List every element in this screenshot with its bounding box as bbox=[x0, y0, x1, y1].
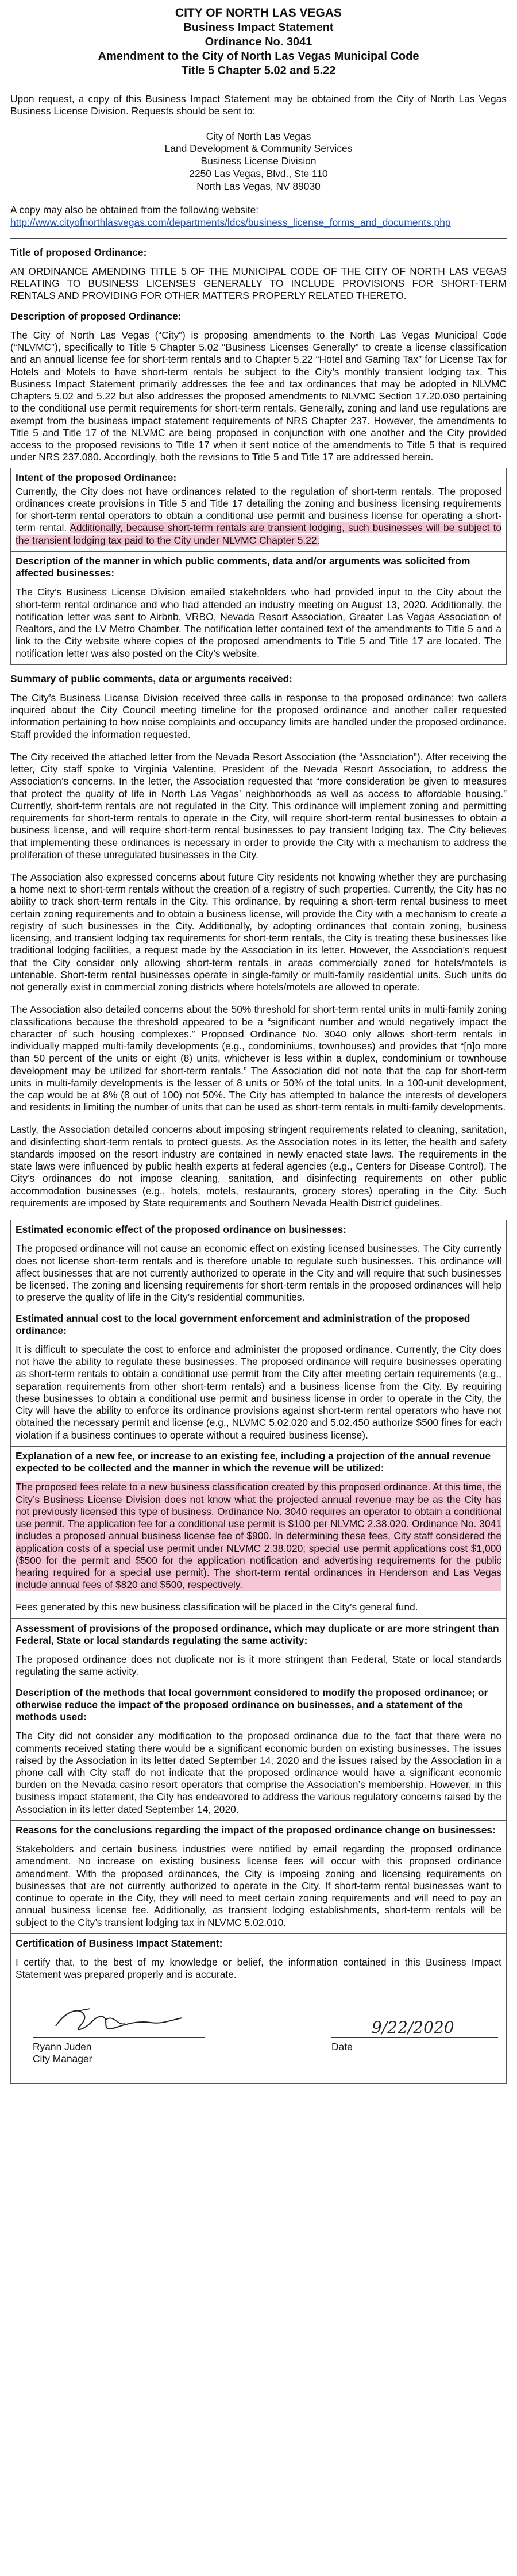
highlighted-fee-paragraph: The proposed fees relate to a new business classification created by this proposed ordinance. At this time, the City’s Business License Division does not know what the projected annual revenue may be as the City has not previously licensed this type of business. Ordinance No. 3040 requires an operator to obtain a conditional use permit. The application fee for a conditional use permit is $100 per NLVMC 2.38.020. Ordinance No. 3041 includes a proposed annual business license fee of $900. In determining these fees, City staff considered the application costs of a special use permit under NLVMC 2.38.020; special use permit applications cost $1,000 ($500 for the permit and $500 for the application notification and advertising requirements for the public hearing required for a special use permit). The short-term rental ordinances in Henderson and Las Vegas include annual fees of $820 and $500, respectively. bbox=[16, 1481, 501, 1591]
section-reasons bbox=[10, 1821, 507, 1934]
document-header bbox=[10, 6, 507, 78]
highlighted-text: Additionally, because short-term rentals are transient lodging, such businesses will be subject to the transient lodging tax paid to the City under NLVMC Chapter 5.22. bbox=[16, 522, 502, 546]
signer-title: City Manager bbox=[33, 2053, 92, 2065]
divider bbox=[10, 238, 507, 239]
address-line: 2250 Las Vegas, Blvd., Ste 110 bbox=[189, 167, 328, 179]
website-link[interactable]: http://www.cityofnorthlasvegas.com/departments/ldcs/business_license_forms_and_documents.php bbox=[10, 216, 451, 228]
header-title-chapter: Title 5 Chapter 5.02 and 5.22 bbox=[181, 64, 336, 78]
signature-line bbox=[33, 2037, 205, 2039]
address-line: North Las Vegas, NV 89030 bbox=[196, 180, 321, 192]
handwritten-date: 9/22/2020 bbox=[372, 2017, 454, 2037]
summary-paragraph: The Association also detailed concerns about the 50% threshold for short-term rental units in multi-family zoning classifications because the threshold appeared to be a “significant number and would negatively impact the character of such housing complexes.” Proposed Ordinance No. 3040 only allows short-term rentals in individually mapped multi-family developments (e.g., condominiums, townhouses) and provides that “[n]o more than 50 percent of the units or eight (8) units, whichever is less within a duplex, condominium or townhouse development may be utilized for short-term rentals.” The Association did not note that the cap for short-term units in multi-family developments is the lesser of 8 units or 50% of the total units. In a 100-unit development, the cap would be at 8% (8 out of 100) not 50%. The City has attempted to balance the interests of developers and residents in limiting the number of units that can be used as short-term rentals in multi-family developments. bbox=[10, 1004, 507, 1113]
section-body: The proposed ordinance does not duplicate nor is it more stringent than Federal, State or local standards regulating the same activity. bbox=[16, 1654, 501, 1678]
section-body: Fees generated by this new business classification will be placed in the City’s general fund. bbox=[16, 1601, 418, 1613]
section-certification bbox=[10, 1934, 507, 2084]
section-title bbox=[10, 247, 507, 302]
mailing-address bbox=[10, 130, 507, 193]
section-heading: Title of proposed Ordinance: bbox=[10, 246, 147, 258]
section-summary bbox=[10, 673, 507, 1209]
handwritten-signature bbox=[50, 2003, 188, 2040]
signer-name: Ryann Juden bbox=[33, 2040, 92, 2052]
signature-block bbox=[16, 1993, 501, 2079]
section-body: The City did not consider any modification to the proposed ordinance due to the fact that there were no comments received stating there would be a significant economic burden on existing businesses. The issues raised by the Association in its letter dated September 14, 2020 and the issues raised by the Association in a phone call with City staff do not indicate that the proposed ordinance would have a significant economic burden on the Nevada casino resort operators that comprise the Association’s membership. However, in this business impact statement, the City has endeavored to address the various regulatory concerns raised by the Association in its letter dated September 14, 2020. bbox=[16, 1730, 501, 1815]
address-line: Business License Division bbox=[200, 155, 317, 167]
section-heading: Estimated economic effect of the proposed ordinance on businesses: bbox=[16, 1224, 346, 1236]
summary-paragraph: Lastly, the Association detailed concerns about imposing stringent requirements related to cleaning, sanitation, and disinfecting short-term rentals to protect guests. As the Association notes in its letter, the health and safety standards imposed on the resort industry are contained in newly enacted state laws. The requirements in the state laws were influenced by public health experts at federal agencies (e.g., Centers for Disease Control). The City’s ordinances do not impose cleaning, sanitation, and disinfecting requirements on other public accommodation businesses (e.g., hotels, motels, restaurants, grocery stores) operating in the City. Such requirements are imposed by State requirements and Southern Nevada Health District guidelines. bbox=[10, 1124, 507, 1209]
section-body: The proposed ordinance will not cause an economic effect on existing licensed businesses. The City currently does not license short-term rentals and is therefore unable to regulate such businesses. This ordinance will affect businesses that are not currently authorized to operate in the City and will require that such businesses be licensed. The zoning and licensing requirements for short-term rentals in the proposed ordinances will help to preserve the quality of life in the City’s residential communities. bbox=[16, 1243, 501, 1304]
section-heading: Description of proposed Ordinance: bbox=[10, 310, 182, 322]
section-heading: Certification of Business Impact Statement: bbox=[16, 1937, 223, 1949]
header-city: CITY OF NORTH LAS VEGAS bbox=[175, 6, 342, 20]
section-economic bbox=[10, 1220, 507, 1309]
section-heading: Intent of the proposed Ordinance: bbox=[16, 472, 177, 484]
signer bbox=[33, 2041, 92, 2066]
section-duplicate bbox=[10, 1619, 507, 1683]
section-manner bbox=[10, 552, 507, 665]
website-text: A copy may also be obtained from the following website: bbox=[10, 204, 259, 216]
section-body: I certify that, to the best of my knowledge or belief, the information contained in this Business Impact Statement was prepared properly and is accurate. bbox=[16, 1956, 501, 1981]
section-heading: Summary of public comments, data or arguments received: bbox=[10, 672, 292, 685]
summary-paragraph: The Association also expressed concerns about future City residents not knowing whether they are purchasing a home next to short-term rentals without the creation of a registry of such properties. Currently, the City has no ability to track short-term rentals in the City. This ordinance, by requiring a short-term rental business to meet certain zoning requirements and to obtain a business license, will provide the City with a mechanism to create a registry of such businesses in the City. Additionally, by adopting ordinances that contain zoning, business licensing, and transient lodging tax requirements for short-term rentals, the City is treating these businesses like traditional lodging facilities, a request made by the Association in its letter. However, the Association’s request that the City consider only allowing short-term rentals in areas commercially zoned for hotels/motels is untenable. Short-term rental businesses operate in single-family or multi-family residential units. Such units do not generally exist in commercial zoning districts where hotels/motels are allowed to operate. bbox=[10, 871, 507, 993]
date-line bbox=[331, 2037, 498, 2039]
address-line: Land Development & Community Services bbox=[164, 143, 353, 155]
section-annual-cost bbox=[10, 1309, 507, 1447]
header-ordinance-number: Ordinance No. 3041 bbox=[205, 36, 312, 49]
section-body: It is difficult to speculate the cost to enforce and administer the proposed ordinance. Currently, the City does not have the ability to regulate these businesses. The proposed ordinance will require businesses operating as short-term rentals to obtain a conditional use permit from the City after meeting certain requirements (e.g., separation requirements from other short-term rentals) and a business license from the City. By requiring these businesses to obtain a conditional use permit and business license in order to operate in the City, the City will have the ability to enforce its ordinance provisions against short-term rental operators who have not obtained the necessary permit and license (e.g., NLVMC 5.02.020 and 5.02.450 authorize $500 fines for each violation if a business continues to operate without a required business license). bbox=[16, 1343, 501, 1441]
intent-text: Currently, the City does not have ordinances related to the regulation of short-term rentals. The proposed ordinances create provisions in Title 5 and Title 17 detailing the zoning and business licensing requirements for short-term rental operators to obtain a conditional use permit and business license for operating a short-term rental. bbox=[16, 485, 501, 534]
section-description bbox=[10, 310, 507, 464]
section-intent bbox=[10, 468, 507, 551]
section-body: AN ORDINANCE AMENDING TITLE 5 OF THE MUNICIPAL CODE OF THE CITY OF NORTH LAS VEGAS RELATING TO BUSINESS LICENSES GENERALLY TO INCLUDE PROVISIONS FOR SHORT-TERM RENTALS AND PROVIDING FOR OTHER MATTERS PROPERLY RELATED THERETO. bbox=[10, 265, 507, 302]
section-heading: Description of the methods that local government considered to modify the proposed ordinance; or otherwise reduce the impact of the proposed ordinance on businesses, and a statement of the methods used: bbox=[16, 1686, 488, 1723]
date-label: Date bbox=[331, 2040, 353, 2052]
section-heading: Assessment of provisions of the proposed ordinance, which may duplicate or are more stringent than Federal, State or local standards regulating the same activity: bbox=[16, 1622, 499, 1646]
address-line: City of North Las Vegas bbox=[206, 130, 311, 142]
section-body: The City of North Las Vegas (“City”) is proposing amendments to the North Las Vegas Municipal Code (“NLVMC”), specifically to Title 5 Chapter 5.02 “Business Licenses Generally” to create a license classification and an annual license fee for short-term rentals and to Chapter 5.22 “Hotel and Gaming Tax” for License Tax for Hotels and Motels to have short-term rentals be subject to the City’s monthly transient lodging tax. This Business Impact Statement primarily addresses the fee and tax ordinances that may be adopted in NLVMC Chapters 5.02 and 5.22 but also addresses the proposed amendments to NLVMC Section 17.20.030 pertaining to the conditional use permit requirements for short-term rentals. Generally, zoning and land use regulations are exempt from the business impact statement requirements of NRS Chapter 237. However, the amendments to Title 5 and Title 17 of the NLVMC are being proposed in conjunction with one another and the City provided access to the proposed revisions to Title 17 when it sent notice of the amendments to Title 5 that is required under NRS 237.080. Accordingly, both the revisions to Title 5 and Title 17 are addressed herein. bbox=[10, 329, 507, 463]
section-body bbox=[16, 486, 501, 547]
section-heading: Description of the manner in which public comments, data and/or arguments was solicited from affected businesses: bbox=[16, 555, 470, 579]
intro-text: Upon request, a copy of this Business Impact Statement may be obtained from the City of North Las Vegas Business License Division. Requests should be sent to: bbox=[10, 93, 507, 117]
header-amendment: Amendment to the City of North Las Vegas Municipal Code bbox=[98, 50, 419, 63]
section-heading: Explanation of a new fee, or increase to an existing fee, including a projection of the annual revenue expected to be collected and the manner in which the revenue will be utilized: bbox=[16, 1450, 491, 1474]
section-heading: Reasons for the conclusions regarding the impact of the proposed ordinance change on businesses: bbox=[16, 1824, 496, 1836]
section-body: The City’s Business License Division emailed stakeholders who had provided input to the City about the short-term rental ordinance and who had attended an industry meeting on August 13, 2020. Additionally, the notification letter was sent to Airbnb, VRBO, Nevada Resort Association, Greater Las Vegas Association of Realtors, and the LV Metro Chamber. The notification letter contained text of the amendments to Title 5 and a link to the City website where copies of the proposed amendments to Title 5 and Title 17 are located. The notification letter was also posted on the City’s website. bbox=[16, 586, 501, 659]
section-heading: Estimated annual cost to the local government enforcement and administration of the proposed ordinance: bbox=[16, 1312, 470, 1336]
summary-paragraph: The City’s Business License Division received three calls in response to the proposed ordinance; two callers inquired about the City Council meeting timeline for the proposed ordinance and another caller requested information pertaining to how noise complaints and occupancy limits are handled under the proposed ordinance. Staff provided the information requested. bbox=[10, 691, 507, 740]
header-doc-type: Business Impact Statement bbox=[183, 21, 334, 34]
section-body: Stakeholders and certain business industries were notified by email regarding the proposed ordinance amendment. No increase on existing business license fees will occur with this proposed ordinance amendment. With the proposed ordinances, the City is imposing zoning and licensing requirements on businesses that are not currently authorized to operate in the City. If short-term rental businesses want to continue to operate in the City, they will need to meet certain zoning requirements and will need to pay an annual business license fee. Additionally, as transient lodging establishments, short-term rentals will be subject to the City’s transient lodging tax in NLVMC 5.02.010. bbox=[16, 1843, 501, 1928]
summary-paragraph: The City received the attached letter from the Nevada Resort Association (the “Association”). After receiving the letter, City staff spoke to Virginia Valentine, President of the Nevada Resort Association, to address the Association’s concerns. In the letter, the Association requested that “more consideration be given to measures that protect the quality of life in North Las Vegas’ neighborhoods as well as access to affordable housing.” Currently, short-term rentals are not regulated in the City. This ordinance will implement zoning and permitting requirements for short-term rentals to operate in the City, will require short-term rental businesses to obtain a business license, and will require short-term rental businesses to pay transient lodging tax. The City believes that implementing these ordinances is necessary in order to provide the City with a mechanism to address the proliferation of these unregulated businesses in the City. bbox=[10, 751, 507, 860]
section-new-fee bbox=[10, 1447, 507, 1619]
section-methods bbox=[10, 1683, 507, 1821]
